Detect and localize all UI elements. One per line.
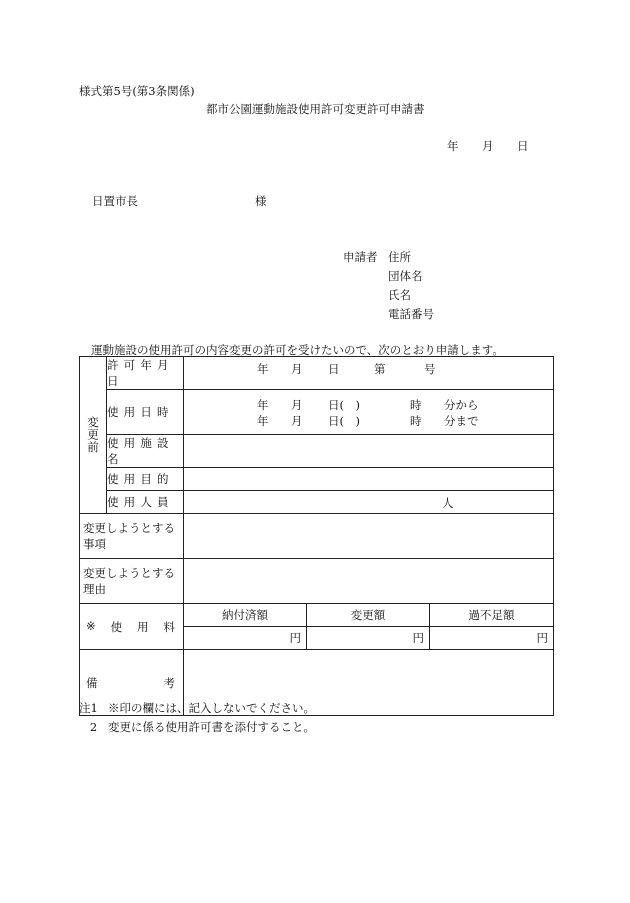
remarks-label-char-2: 考 [163,675,175,690]
fee-label-char-1: 使 [110,619,123,634]
document-title: 都市公園運動施設使用許可変更許可申請書 [206,102,425,116]
change-matter-label [80,514,184,559]
fee-difference-header: 過不足額 [430,604,554,627]
permit-date-number-prefix: 第 [374,362,386,376]
form-number: 様式第5号(第3条関係) [79,84,195,98]
date-day: 日 [517,139,529,153]
change-reason-label-line2: 理由 [83,582,106,596]
usage-end-day: 日( ) [328,414,360,428]
facility-name-label: 使用施設名 [107,435,184,468]
usage-start-year: 年 [257,398,269,412]
change-reason-label [80,559,184,604]
permit-date-number-suffix: 号 [424,362,436,376]
before-change-label-cell [80,357,107,514]
usage-datetime-field[interactable] [184,390,554,435]
before-change-label: 変更前 [86,416,100,454]
change-matter-label-line1: 変更しようとする [83,521,175,535]
usage-fee-label [80,604,184,650]
usage-end-month: 月 [291,414,303,428]
permit-date-year: 年 [257,362,269,376]
fee-label-char-2: 用 [137,619,149,634]
applicant-phone-label: 電話番号 [388,307,434,321]
permit-date-month: 月 [291,362,303,376]
fee-mark: ※ [86,618,96,633]
permit-date-field[interactable] [184,357,554,390]
application-table [79,356,554,716]
addressee: 日置市長 [92,194,138,208]
fee-paid-header: 納付済額 [184,604,307,627]
usage-start-hour: 時 [410,398,422,412]
usage-end-minute: 分まで [444,414,479,428]
permit-date-day: 日 [328,362,340,376]
applicant-address-label: 住所 [388,250,411,264]
fee-change-header: 変更額 [307,604,430,627]
permit-date-label: 許可年月日 [107,357,184,390]
note-2-number: 2 [89,720,98,734]
applicant-name-label: 氏名 [388,288,411,302]
change-matter-label-line2: 事項 [83,537,106,551]
usage-datetime-label: 使用日時 [107,390,184,435]
change-reason-label-line1: 変更しようとする [83,566,175,580]
usage-start-day: 日( ) [328,398,360,412]
usage-start-minute: 分から [444,398,479,412]
usage-end-hour: 時 [410,414,422,428]
change-matter-field[interactable] [184,514,554,559]
usage-purpose-field[interactable] [184,468,554,491]
date-year: 年 [447,139,459,153]
fee-change-field[interactable]: 円 [307,627,430,650]
usage-purpose-label: 使用目的 [107,468,184,491]
honorific: 様 [255,194,267,208]
note-2-text: 変更に係る使用許可書を添付すること。 [108,720,315,734]
date-month: 月 [482,139,494,153]
fee-difference-field[interactable]: 円 [430,627,554,650]
note-2 [79,719,315,735]
people-unit: 人 [442,496,454,510]
note-1-text: ※印の欄には、記入しないでください。 [108,701,315,715]
note-1-number: 注1 [79,701,98,715]
usage-start-month: 月 [291,398,303,412]
note-1 [79,700,315,716]
usage-people-field[interactable] [184,491,554,514]
fee-label-char-3: 料 [163,619,175,634]
intro-text: 運動施設の使用許可の内容変更の許可を受けたいので、次のとおり申請します。 [91,343,504,357]
remarks-label-char-1: 備 [86,675,98,690]
usage-people-label: 使用人員 [107,491,184,514]
facility-name-field[interactable] [184,435,554,468]
fee-paid-field[interactable]: 円 [184,627,307,650]
change-reason-field[interactable] [184,559,554,604]
applicant-group-label: 団体名 [388,269,423,283]
usage-end-year: 年 [257,414,269,428]
applicant-label: 申請者 [343,250,378,264]
